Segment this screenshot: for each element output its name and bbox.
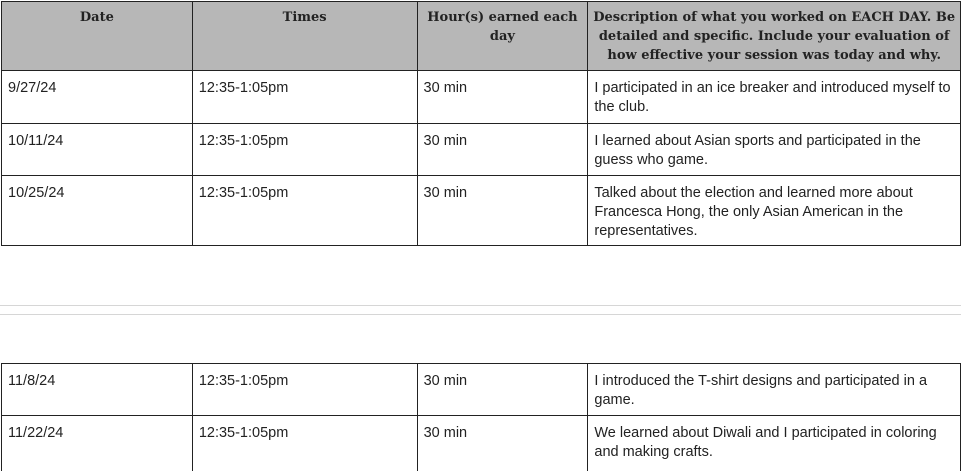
page-break-line [0,314,961,315]
cell-hours[interactable]: 30 min [417,416,588,471]
cell-date[interactable]: 10/11/24 [2,124,193,176]
cell-description[interactable]: I introduced the T-shirt designs and participated in a game. [588,364,961,416]
cell-date[interactable]: 9/27/24 [2,71,193,124]
cell-hours[interactable]: 30 min [417,124,588,176]
header-description: Description of what you worked on EACH DAY. Be detailed and specific. Include your evaluation of how effective your session was today and why. [588,2,961,71]
log-table-bottom [1,363,961,471]
table-row [2,416,961,471]
cell-times[interactable]: 12:35-1:05pm [192,124,417,176]
header-date: Date [2,2,193,71]
cell-date[interactable]: 11/22/24 [2,416,193,471]
cell-description[interactable]: I learned about Asian sports and participated in the guess who game. [588,124,961,176]
cell-times[interactable]: 12:35-1:05pm [192,416,417,471]
cell-times[interactable]: 12:35-1:05pm [192,364,417,416]
page-break-line [0,305,961,306]
header-row [2,2,961,71]
cell-times[interactable]: 12:35-1:05pm [192,71,417,124]
table-row [2,124,961,176]
cell-date[interactable]: 10/25/24 [2,176,193,246]
table-row [2,364,961,416]
header-hours: Hour(s) earned each day [417,2,588,71]
cell-description[interactable]: Talked about the election and learned more about Francesca Hong, the only Asian American in the representatives. [588,176,961,246]
cell-hours[interactable]: 30 min [417,176,588,246]
cell-times[interactable]: 12:35-1:05pm [192,176,417,246]
table-row [2,176,961,246]
log-table-top [1,1,961,246]
cell-hours[interactable]: 30 min [417,364,588,416]
table-row [2,71,961,124]
cell-description[interactable]: I participated in an ice breaker and introduced myself to the club. [588,71,961,124]
cell-hours[interactable]: 30 min [417,71,588,124]
cell-date[interactable]: 11/8/24 [2,364,193,416]
header-times: Times [192,2,417,71]
cell-description[interactable]: We learned about Diwali and I participated in coloring and making crafts. [588,416,961,471]
